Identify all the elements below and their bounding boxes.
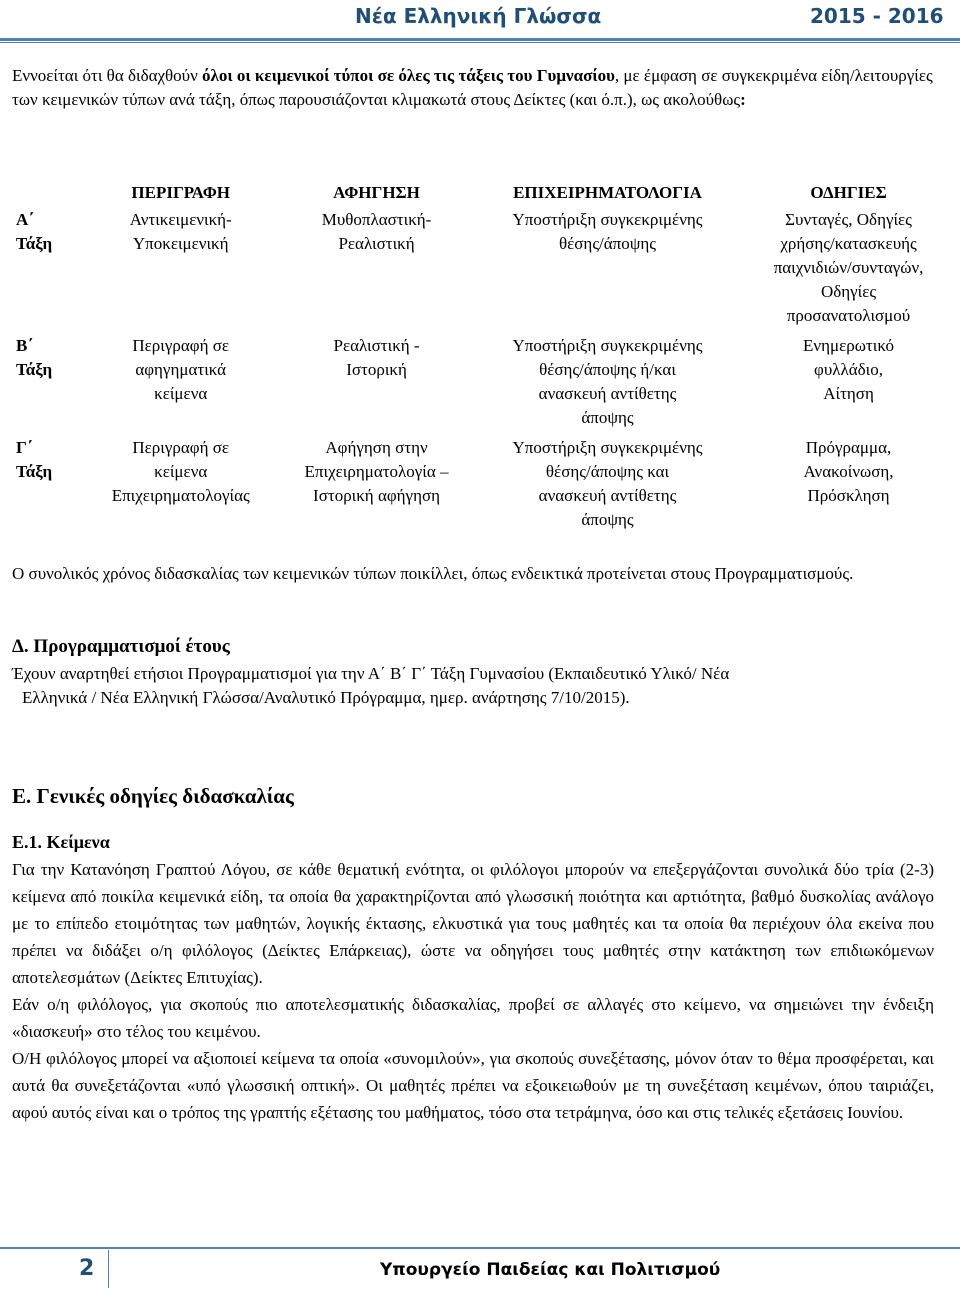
table-header-cell: ΕΠΙΧΕΙΡΗΜΑΤΟΛΟΓΙΑ xyxy=(513,183,702,202)
section-d-line-1: Έχουν αναρτηθεί ετήσιοι Προγραμματισμοί για την Α΄ Β΄ Γ΄ Τάξη Γυμνασίου (Εκπαιδευτικό Υλικό/ Νέα xyxy=(12,664,730,683)
footer-ministry: Υπουργείο Παιδείας και Πολιτισμού xyxy=(380,1260,721,1280)
table-cell: Υποστήριξη συγκεκριμένης θέσης/άποψης xyxy=(512,210,703,253)
footer-rule xyxy=(0,1247,960,1249)
class-word: Τάξη xyxy=(16,462,53,481)
class-word: Τάξη xyxy=(16,360,53,379)
header-rule-thin xyxy=(0,42,960,43)
table-cell: Περιγραφή σε κείμενα Επιχειρηματολογίας xyxy=(111,438,250,505)
text-types-table xyxy=(10,180,954,536)
intro-bold-text: όλοι οι κειμενικοί τύποι σε όλες τις τάξεις του Γυμνασίου xyxy=(202,66,615,85)
table-cell: Ρεαλιστική - Ιστορική xyxy=(333,336,420,379)
body-paragraph: Για την Κατανόηση Γραπτού Λόγου, σε κάθε θεματική ενότητα, οι φιλόλογοι μπορούν να επεξεργάζονται συνολικά δύο τρία (2-3) κείμενα από ποικίλα κειμενικά είδη, τα οποία θα χαρακτηρίζονται από γλωσσική ποιότητα και αρτιότητα, βαθμό δυσκολίας ανάλογο με το επίπεδο ετοιμότητας των μαθητών, λογικής έκτασης, ελκυστικά για τους μαθητές και τα οποία θα περιέχουν όλα εκείνα που πρέπει να διδάξει ο/η φιλόλογος (Δείκτες Επάρκειας), ώστε να οδηγήσει τους μαθητές στην κατάκτηση των επιδιωκόμενων αποτελεσμάτων (Δείκτες Επιτυχίας). xyxy=(12,860,934,987)
table-corner xyxy=(10,180,80,206)
table-cell: Συνταγές, Οδηγίες χρήσης/κατασκευής παιχνιδιών/συνταγών, Οδηγίες προσανατολισμού xyxy=(773,210,924,325)
section-e1-body xyxy=(12,856,934,1126)
intro-colon: : xyxy=(740,90,746,109)
teaching-time-note: Ο συνολικός χρόνος διδασκαλίας των κειμενικών τύπων ποικίλλει, όπως ενδεικτικά προτείνεται στους Προγραμματισμούς. xyxy=(12,564,854,583)
intro-text-1: Εννοείται ότι θα διδαχθούν xyxy=(12,66,203,85)
body-paragraph: Εάν ο/η φιλόλογος, για σκοπούς πιο αποτελεσματικής διδασκαλίας, προβεί σε αλλαγές στο κείμενο, να σημειώνει την ένδειξη «διασκευή» στο τέλος του κειμένου. xyxy=(12,995,934,1041)
table-cell: Περιγραφή σε αφηγηματικά κείμενα xyxy=(132,336,230,403)
class-label xyxy=(10,206,80,332)
section-e1-title: Ε.1. Κείμενα xyxy=(12,832,110,852)
table-cell: Υποστήριξη συγκεκριμένης θέσης/άποψης και ανασκευή αντίθετης άποψης xyxy=(512,438,703,529)
class-word: Τάξη xyxy=(16,234,53,253)
intro-text-2: , με έμφαση σε συγκεκριμένα είδη/λειτουργίες των κειμενικών τύπων ανά τάξη, όπως παρουσιάζονται κλιμακωτά στους Δείκτες (και ό.π.), ως ακολούθως xyxy=(12,66,933,109)
table-header-row xyxy=(10,180,954,206)
section-d-title: Δ. Προγραμματισμοί έτους xyxy=(12,636,230,657)
table-cell: Πρόγραμμα, Ανακοίνωση, Πρόσκληση xyxy=(803,438,894,505)
table-header-cell: ΑΦΗΓΗΣΗ xyxy=(333,183,420,202)
table-row xyxy=(10,434,954,536)
body-paragraph: Ο/Η φιλόλογος μπορεί να αξιοποιεί κείμενα τα οποία «συνομιλούν», για σκοπούς συνεξέτασης, μόνον όταν το θέμα προσφέρεται, και αυτά θα συνεξετάζονται «υπό γλωσσική οπτική». Οι μαθητές πρέπει να εξοικειωθούν με τη συνεξέταση κειμένων, όπου ταιριάζει, αφού αυτός είναι και ο τρόπος της γραπτής εξέτασης του μαθήματος, τόσο στα τετράμηνα, όσο και στις τελικές εξετάσεις Ιουνίου. xyxy=(12,1049,934,1122)
table-cell: Μυθοπλαστική- Ρεαλιστική xyxy=(321,210,432,253)
class-label xyxy=(10,332,80,434)
class-label xyxy=(10,434,80,536)
header-years: 2015 - 2016 xyxy=(810,4,944,28)
intro-paragraph xyxy=(12,64,942,112)
footer-divider xyxy=(108,1250,109,1288)
header-rule xyxy=(0,38,960,41)
table-row xyxy=(10,332,954,434)
table-cell: Αντικειμενική- Υποκειμενική xyxy=(129,210,232,253)
header-title: Νέα Ελληνική Γλώσσα xyxy=(355,4,602,28)
table-cell: Υποστήριξη συγκεκριμένης θέσης/άποψης ή/και ανασκευή αντίθετης άποψης xyxy=(512,336,703,427)
table-row xyxy=(10,206,954,332)
section-d-line-2: Ελληνικά / Νέα Ελληνική Γλώσσα/Αναλυτικό Πρόγραμμα, ημερ. ανάρτησης 7/10/2015). xyxy=(22,688,630,707)
class-letter: Γ΄ xyxy=(16,438,33,457)
table-cell: Αφήγηση στην Επιχειρηματολογία – Ιστορική αφήγηση xyxy=(304,438,449,505)
table-header-cell: ΠΕΡΙΓΡΑΦΗ xyxy=(131,183,231,202)
section-e-title: Ε. Γενικές οδηγίες διδασκαλίας xyxy=(12,784,294,808)
table-cell: Ενημερωτικό φυλλάδιο, Αίτηση xyxy=(803,336,895,403)
section-d-body xyxy=(12,662,942,710)
class-letter: Β΄ xyxy=(16,336,33,355)
table-header-cell: ΟΔΗΓΙΕΣ xyxy=(810,183,887,202)
class-letter: Α΄ xyxy=(16,210,34,229)
page-header xyxy=(0,0,960,40)
page-number: 2 xyxy=(79,1256,95,1281)
